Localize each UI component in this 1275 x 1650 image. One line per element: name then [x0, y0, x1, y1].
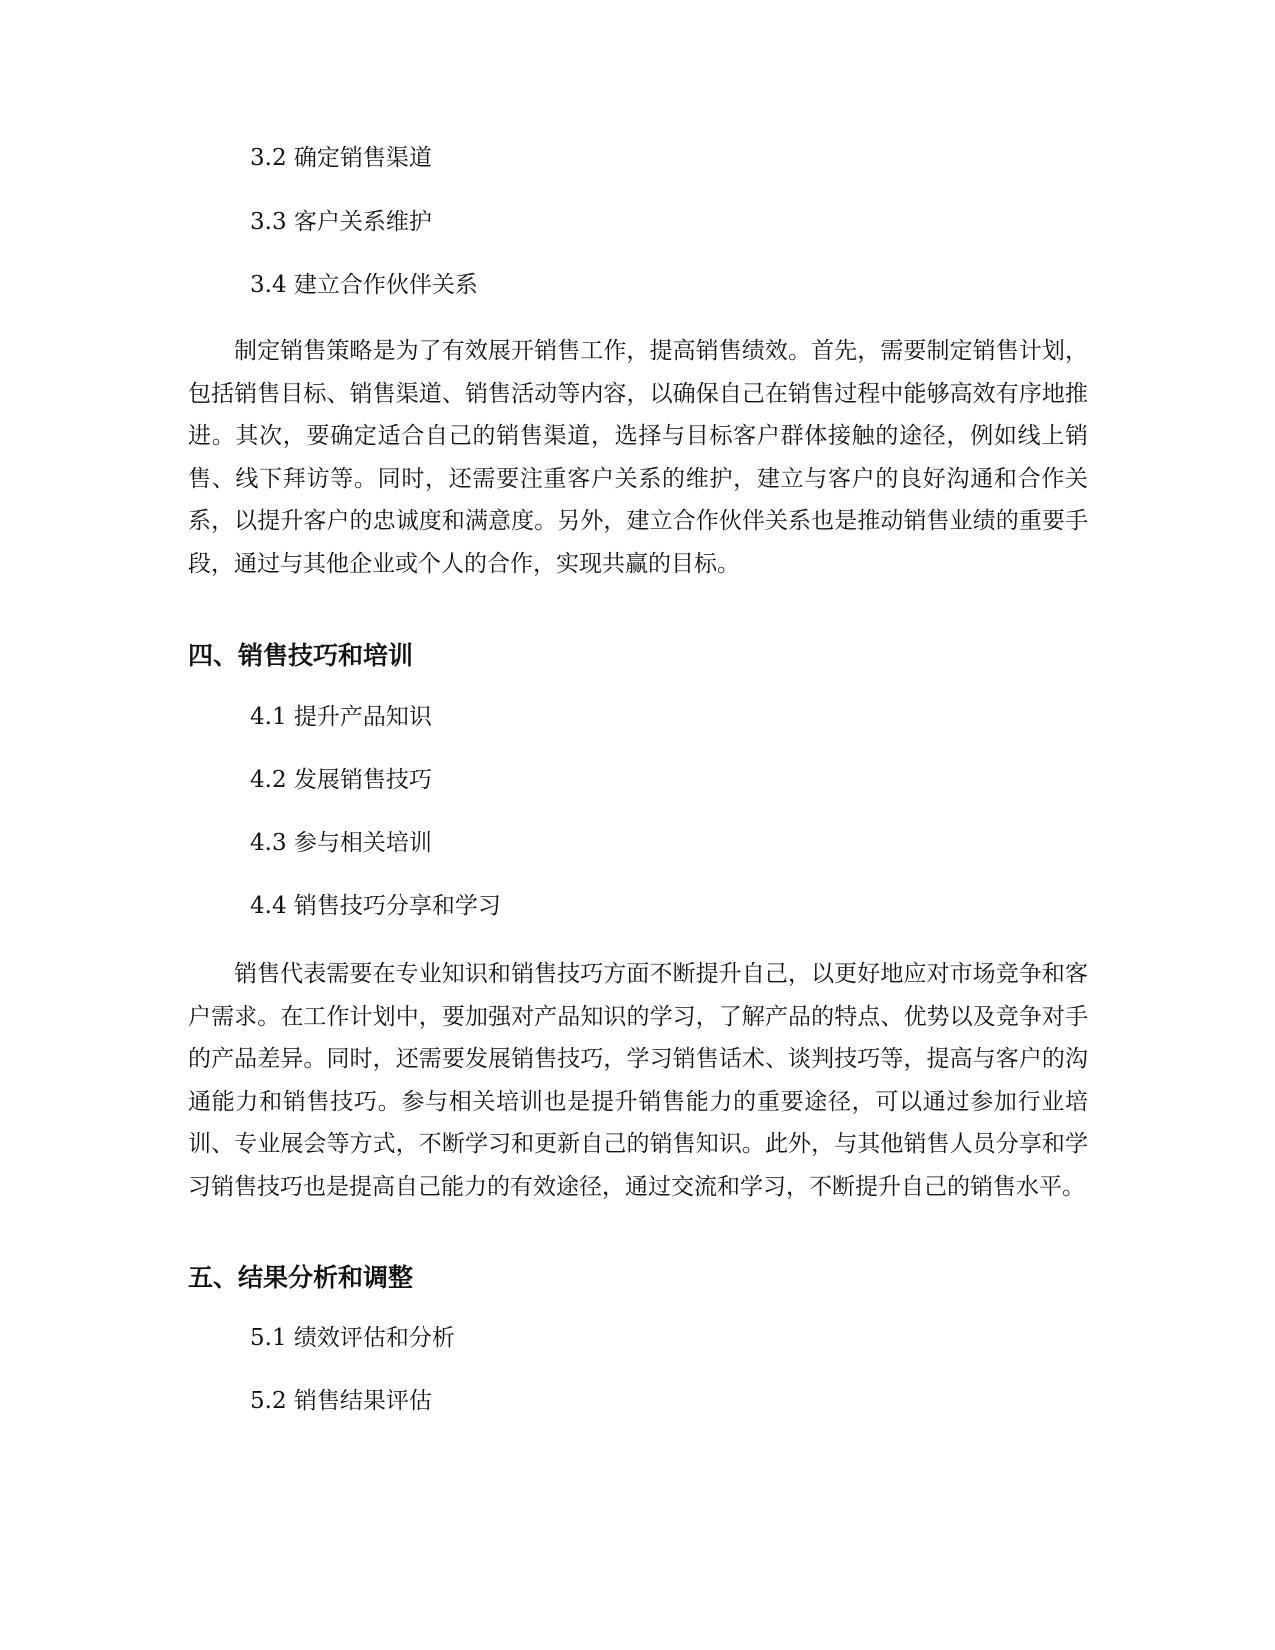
section-3-paragraph: 制定销售策略是为了有效展开销售工作，提高销售绩效。首先，需要制定销售计划，包括销售目标、销售渠道、销售活动等内容，以确保自己在销售过程中能够高效有序地推进。其次，要确定适合自己的销售渠道，选择与目标客户群体接触的途径，例如线上销售、线下拜访等。同时，还需要注重客户关系的维护，建立与客户的良好沟通和合作关系，以提升客户的忠诚度和满意度。另外，建立合作伙伴关系也是推动销售业绩的重要手段，通过与其他企业或个人的合作，实现共赢的目标。: [188, 338, 1088, 577]
subsection-5-1: 5.1 绩效评估和分析: [250, 1325, 455, 1351]
subsection-4-4: 4.4 销售技巧分享和学习: [250, 893, 501, 919]
subsection-4-1: 4.1 提升产品知识: [250, 704, 432, 730]
subsection-3-3: 3.3 客户关系维护: [250, 209, 432, 235]
subsection-4-2: 4.2 发展销售技巧: [250, 767, 432, 793]
subsection-3-2: 3.2 确定销售渠道: [250, 145, 432, 171]
subsection-5-2: 5.2 销售结果评估: [250, 1388, 432, 1414]
section-4-heading: 四、销售技巧和培训: [188, 641, 414, 670]
section-5-heading: 五、结果分析和调整: [188, 1263, 414, 1292]
subsection-3-4: 3.4 建立合作伙伴关系: [250, 272, 478, 298]
subsection-4-3: 4.3 参与相关培训: [250, 830, 432, 856]
section-4-paragraph: 销售代表需要在专业知识和销售技巧方面不断提升自己，以更好地应对市场竞争和客户需求。在工作计划中，要加强对产品知识的学习，了解产品的特点、优势以及竞争对手的产品差异。同时，还需要发展销售技巧，学习销售话术、谈判技巧等，提高与客户的沟通能力和销售技巧。参与相关培训也是提升销售能力的重要途径，可以通过参加行业培训、专业展会等方式，不断学习和更新自己的销售知识。此外，与其他销售人员分享和学习销售技巧也是提高自己能力的有效途径，通过交流和学习，不断提升自己的销售水平。: [188, 961, 1088, 1200]
